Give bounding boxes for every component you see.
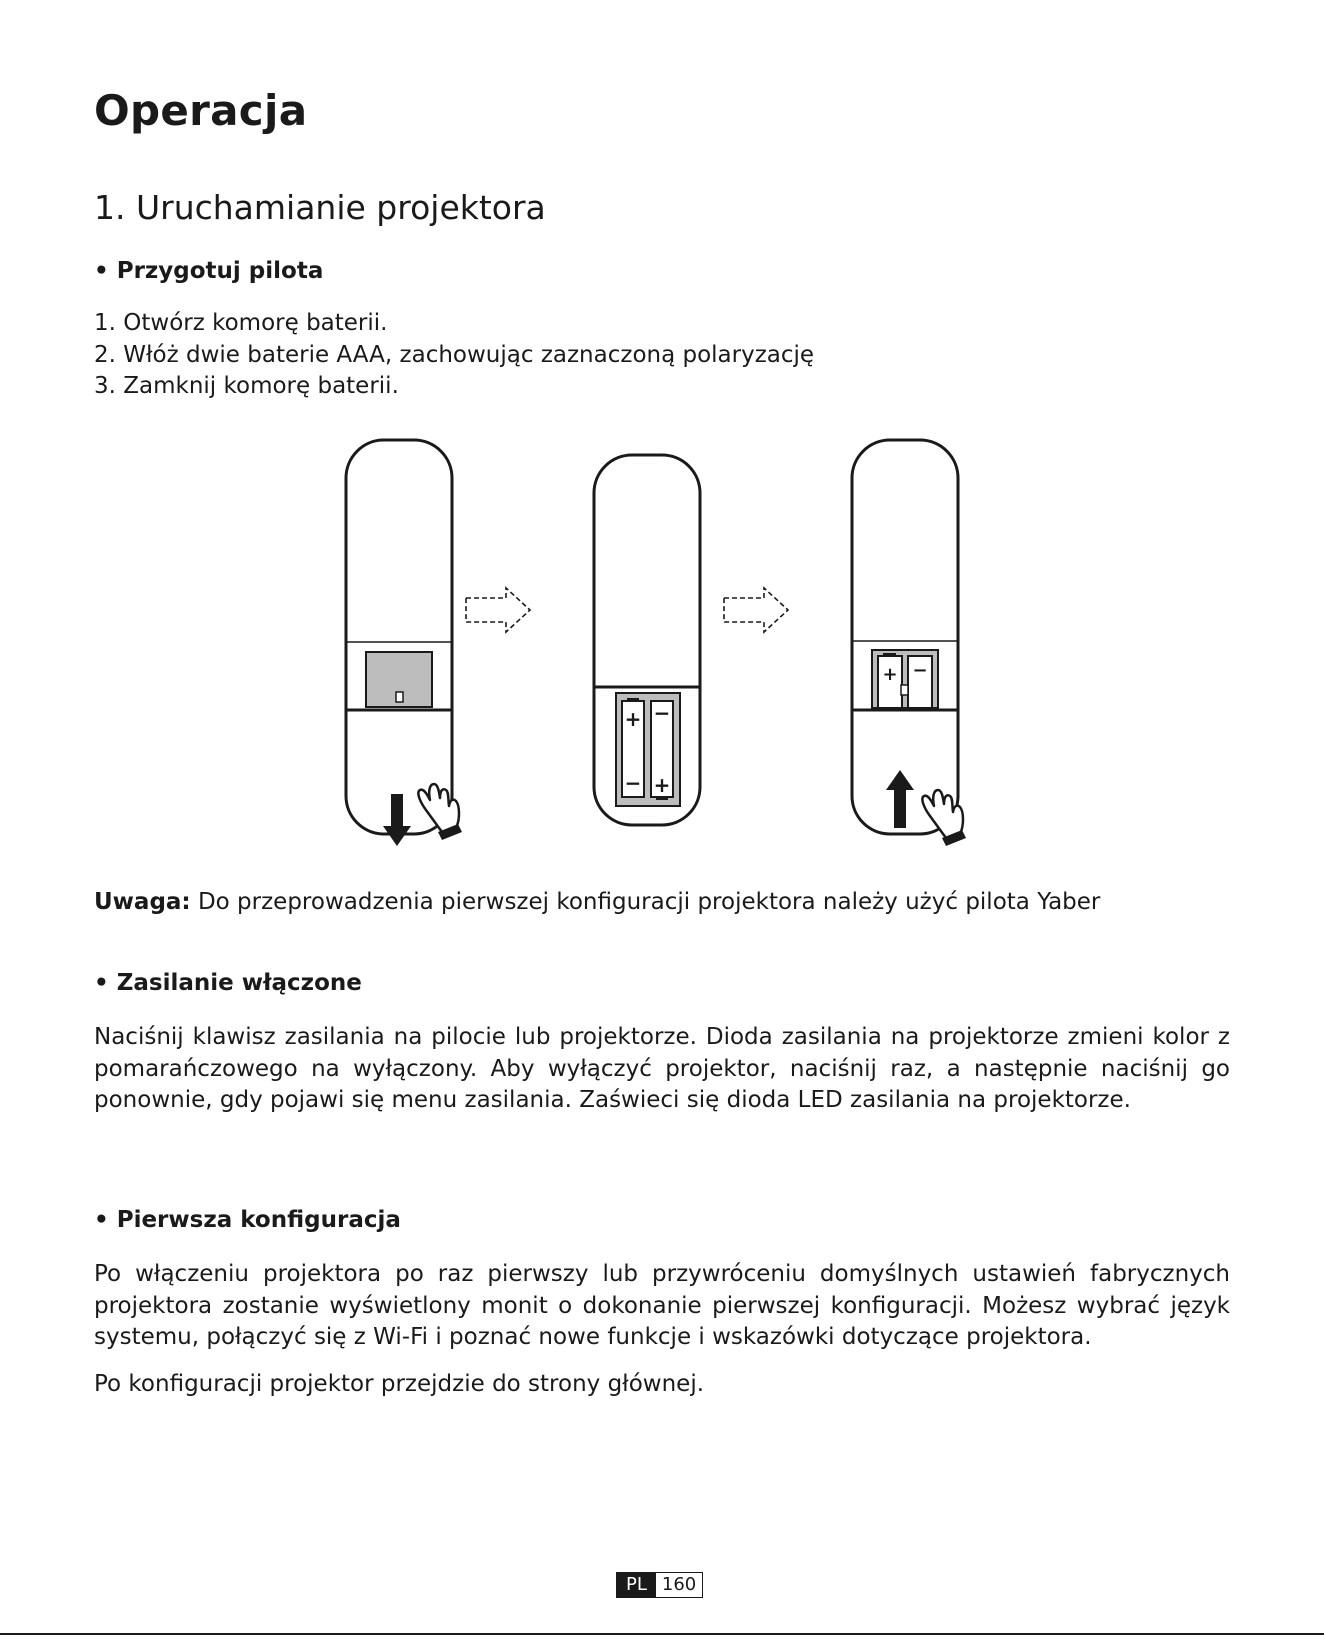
page-number: 160 [661,1574,697,1595]
page-title: Operacja [94,86,308,135]
first-setup-paragraph-2: Po konfiguracji projektor przejdzie do strony głównej. [94,1371,705,1397]
plus-mark: + [653,773,671,797]
prepare-remote-heading: • Przygotuj pilota [94,258,324,284]
note-label: Uwaga: [94,889,191,915]
plus-mark: + [882,664,898,685]
first-setup-heading: • Pierwsza konfiguracja [94,1207,401,1233]
bottom-rule [0,1633,1324,1635]
first-setup-paragraph: Po włączeniu projektora po raz pierwszy lub przywróceniu domyślnych ustawień fabrycznych projektora zostanie wyświetlony monit o dokonanie pierwszej konfiguracji. Możesz wybrać język systemu, połączyć się z Wi-Fi i poznać nowe funkcje i wskazówki dotyczące projektora. [94,1261,1230,1350]
note-text: Do przeprowadzenia pierwszej konfiguracji projektora należy użyć pilota Yaber [190,889,1101,915]
page-footer [616,1572,703,1598]
battery-step-1: 1. Otwórz komorę baterii. [94,310,388,336]
remote-close-cover-icon [852,440,958,834]
remote-open-cover-icon [346,440,452,834]
minus-mark: − [653,701,671,725]
minus-mark: − [624,771,642,795]
dashed-arrow-icon [724,588,788,632]
battery-step-3: 3. Zamknij komorę baterii. [94,373,399,399]
plus-mark: + [624,707,642,731]
section-title: 1. Uruchamianie projektora [94,188,546,227]
dashed-arrow-icon [466,588,530,632]
language-badge: PL [617,1573,656,1597]
note-paragraph [94,889,1100,915]
battery-step-2: 2. Włóż dwie baterie AAA, zachowując zaznaczoną polaryzację [94,341,815,368]
minus-mark: − [912,660,928,681]
battery-steps-list [94,308,814,403]
power-on-paragraph: Naciśnij klawisz zasilania na pilocie lub projektorze. Dioda zasilania na projektorze zmieni kolor z pomarańczowego na wyłączony. Aby wyłączyć projektor, naciśnij raz, a następnie naciśnij go ponownie, gdy pojawi się menu zasilania. Zaświeci się dioda LED zasilania na projektorze. [94,1024,1230,1113]
power-on-heading: • Zasilanie włączone [94,970,362,996]
remote-batteries-inserted-icon [594,455,700,825]
battery-installation-illustration [330,430,990,860]
